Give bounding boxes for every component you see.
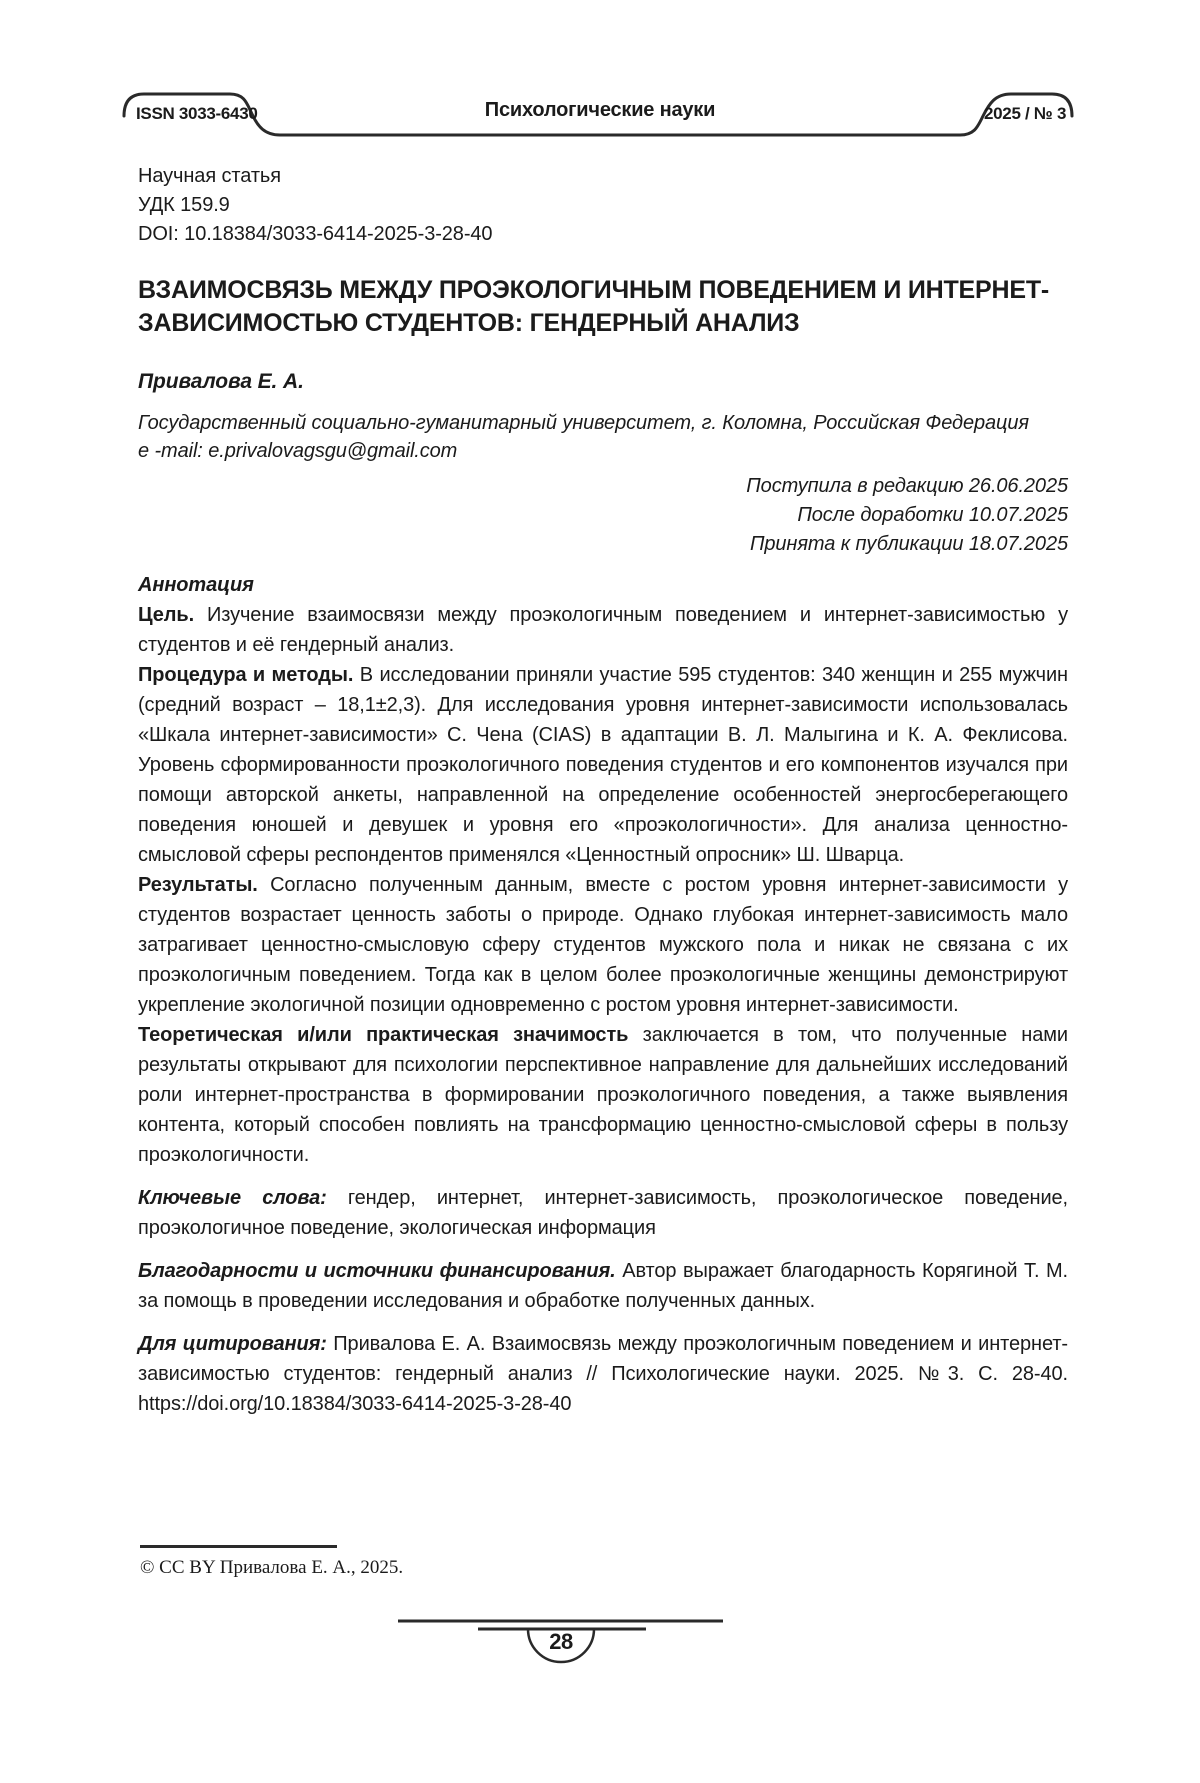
author-affiliation: Государственный социально-гуманитарный университет, г. Коломна, Российская Федерация <box>138 412 1029 434</box>
dates-block <box>138 472 1068 559</box>
abstract-methods-text: В исследовании приняли участие 595 студентов: 340 женщин и 255 мужчин (средний возраст – 18,1±2,3). Для исследования уровня интернет-зависимости использовалась «Шкала интернет-зависимости» С. Чена (CIAS) в адаптации В. Л. Малыгина и К. А. Феклисова. Уровень сформированности проэкологичного поведения студентов и его компонентов изучался при помощи авторской анкеты, направленной на определение особенностей энергосберегающего поведения юношей и девушек и уровня его «проэкологичности». Для анализа ценностно-смысловой сферы респондентов применялся «Ценностный опросник» Ш. Шварца. <box>138 664 1068 866</box>
date-received: Поступила в редакцию 26.06.2025 <box>746 475 1068 497</box>
article-type: Научная статья <box>138 165 281 187</box>
footnote-block <box>140 1545 403 1579</box>
copyright-line: © CC BY Привалова Е. А., 2025. <box>140 1557 404 1578</box>
keywords-label: Ключевые слова: <box>138 1187 327 1209</box>
issue-label: 2025 / № 3 <box>984 104 1067 123</box>
abstract-section <box>138 600 1068 1170</box>
abstract-goal-label: Цель. <box>138 604 195 626</box>
abstract-results-label: Результаты. <box>138 874 258 896</box>
acknowledgments-label: Благодарности и источники финансирования. <box>138 1260 616 1282</box>
abstract-results <box>138 870 1068 1020</box>
author-name: Привалова Е. А. <box>138 370 304 393</box>
abstract-significance <box>138 1020 1068 1170</box>
keywords-paragraph <box>138 1183 1068 1243</box>
footnote-rule <box>140 1545 337 1548</box>
page-number: 28 <box>549 1629 573 1654</box>
citation-paragraph <box>138 1329 1068 1419</box>
article-title: ВЗАИМОСВЯЗЬ МЕЖДУ ПРОЭКОЛОГИЧНЫМ ПОВЕДЕНИЕМ И ИНТЕРНЕТ-ЗАВИСИМОСТЬЮ СТУДЕНТОВ: ГЕНДЕРНЫЙ АНАЛИЗ <box>138 276 1050 337</box>
date-revised: После доработки 10.07.2025 <box>797 504 1068 526</box>
udc-code: УДК 159.9 <box>138 194 230 216</box>
abstract-goal <box>138 600 1068 660</box>
abstract-methods <box>138 660 1068 870</box>
abstract-goal-text: Изучение взаимосвязи между проэкологичным поведением и интернет-зависимостью у студентов и её гендерный анализ. <box>138 604 1068 656</box>
doi-line: DOI: 10.18384/3033-6414-2025-3-28-40 <box>138 223 493 245</box>
abstract-significance-label: Теоретическая и/или практическая значимость <box>138 1024 629 1046</box>
article-body <box>138 162 1068 1419</box>
affiliation-block <box>138 409 1068 465</box>
keywords-text: гендер, интернет, интернет-зависимость, проэкологическое поведение, проэкологичное поведение, экологическая информация <box>138 1187 1068 1239</box>
acknowledgments-paragraph <box>138 1256 1068 1316</box>
abstract-significance-text: заключается в том, что полученные нами результаты открывают для психологии перспективное направление для дальнейших исследований роли интернет-пространства в формировании проэкологичного поведения, а также выявления контента, который способен повлиять на трансформацию ценностно-смысловой сферы в пользу проэкологичности. <box>138 1024 1068 1166</box>
citation-label: Для цитирования: <box>138 1333 327 1355</box>
issn-label: ISSN 3033-6430 <box>136 104 258 123</box>
abstract-methods-label: Процедура и методы. <box>138 664 354 686</box>
date-accepted: Принята к публикации 18.07.2025 <box>749 533 1068 555</box>
abstract-results-text: Согласно полученным данным, вместе с ростом уровня интернет-зависимости у студентов возрастает ценность заботы о природе. Однако глубокая интернет-зависимость мало затрагивает ценностно-смысловую сферу студентов мужского пола и никак не связана с их проэкологичным поведением. Тогда как в целом более проэкологичные женщины демонстрируют укрепление экологичной позиции одновременно с ростом уровня интернет-зависимости. <box>138 874 1068 1016</box>
author-email: e -mail: e.privalovagsgu@gmail.com <box>138 440 458 462</box>
acknowledgments-text: Автор выражает благодарность Корягиной Т. М. за помощь в проведении исследования и обработке полученных данных. <box>138 1260 1069 1312</box>
citation-text: Привалова Е. А. Взаимосвязь между проэкологичным поведением и интернет-зависимостью студентов: гендерный анализ // Психологические науки. 2025. №3. С. 28-40. https://doi.org/10.18384/3033-6414-2025-3-28-40 <box>138 1333 1068 1415</box>
journal-name: Психологические науки <box>484 99 716 121</box>
abstract-heading: Аннотация <box>138 574 254 596</box>
